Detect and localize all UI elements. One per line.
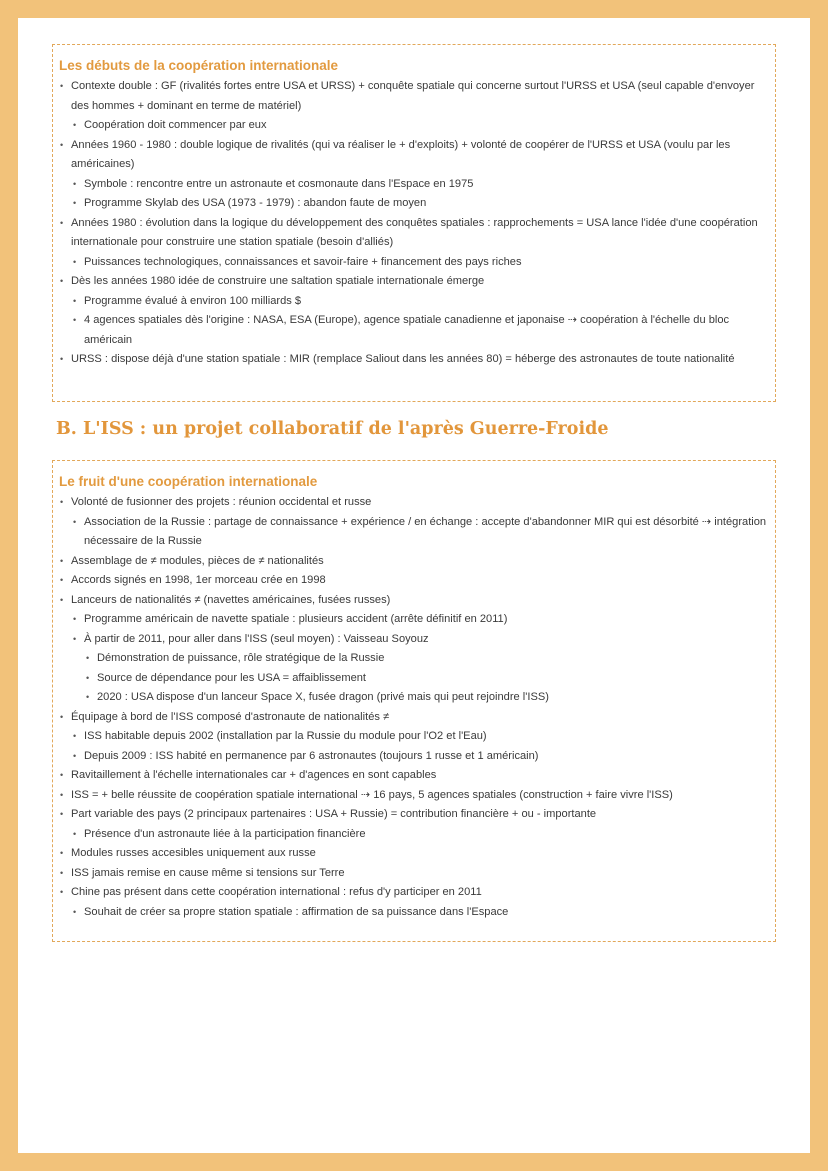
list-item: • Présence d'un astronaute liée à la participation financière (84, 825, 767, 845)
list-item: • Programme évalué à environ 100 milliards $ (84, 292, 767, 312)
list-item: • ISS habitable depuis 2002 (installation par la Russie du module pour l'O2 et l'Eau) (84, 727, 767, 747)
list-item: • Association de la Russie : partage de connaissance + expérience / en échange : accepte d'abandonner MIR qui est désorbité ⇢ intégration nécessaire de la Russie (84, 513, 767, 552)
list-item: • Années 1980 : évolution dans la logique du développement des conquêtes spatiales : rapprochements = USA lance l'idée d'une coopération internationale pour construire une station spatiale (besoin d'alliés) (71, 214, 767, 253)
box-title: Les débuts de la coopération internationale (59, 58, 339, 73)
box-title: Le fruit d'une coopération internationale (59, 474, 318, 489)
list-item: • Puissances technologiques, connaissances et savoir-faire + financement des pays riches (84, 253, 767, 273)
list-item: • Ravitaillement à l'échelle internationales car + d'agences en sont capables (71, 766, 767, 786)
list-item: • Programme américain de navette spatiale : plusieurs accident (arrête définitif en 2011) (84, 610, 767, 630)
list-item: • Programme Skylab des USA (1973 - 1979) : abandon faute de moyen (84, 194, 767, 214)
notes-box-international-cooperation (52, 460, 776, 942)
list-item: • Accords signés en 1998, 1er morceau crée en 1998 (71, 571, 767, 591)
notes-box-cooperation-beginnings (52, 44, 776, 402)
list-item: • Coopération doit commencer par eux (84, 116, 767, 136)
list-item: • ISS jamais remise en cause même si tensions sur Terre (71, 864, 767, 884)
list-item: • Modules russes accesibles uniquement aux russe (71, 844, 767, 864)
list-item: • Équipage à bord de l'ISS composé d'astronaute de nationalités ≠ (71, 708, 767, 728)
list-item: • Symbole : rencontre entre un astronaute et cosmonaute dans l'Espace en 1975 (84, 175, 767, 195)
list-item: • Souhait de créer sa propre station spatiale : affirmation de sa puissance dans l'Espace (84, 903, 767, 923)
list-item: • Volonté de fusionner des projets : réunion occidental et russe (71, 493, 767, 513)
list-item: • Source de dépendance pour les USA = affaiblissement (97, 669, 767, 689)
notes-list (59, 493, 767, 922)
list-item: • Chine pas présent dans cette coopération international : refus d'y participer en 2011 (71, 883, 767, 903)
page (18, 18, 810, 1153)
notes-list (59, 77, 767, 370)
list-item: • À partir de 2011, pour aller dans l'ISS (seul moyen) : Vaisseau Soyouz (84, 630, 767, 650)
section-heading: B. L'ISS : un projet collaboratif de l'après Guerre-Froide (56, 419, 609, 439)
list-item: • Part variable des pays (2 principaux partenaires : USA + Russie) = contribution financière + ou - importante (71, 805, 767, 825)
list-item: • Depuis 2009 : ISS habité en permanence par 6 astronautes (toujours 1 russe et 1 américain) (84, 747, 767, 767)
list-item: • Lanceurs de nationalités ≠ (navettes américaines, fusées russes) (71, 591, 767, 611)
list-item: • Démonstration de puissance, rôle stratégique de la Russie (97, 649, 767, 669)
list-item: • Dès les années 1980 idée de construire une saltation spatiale internationale émerge (71, 272, 767, 292)
list-item: • 2020 : USA dispose d'un lanceur Space X, fusée dragon (privé mais qui peut rejoindre l'ISS) (97, 688, 767, 708)
list-item: • ISS = + belle réussite de coopération spatiale international ⇢ 16 pays, 5 agences spatiales (construction + faire vivre l'ISS) (71, 786, 767, 806)
list-item: • 4 agences spatiales dès l'origine : NASA, ESA (Europe), agence spatiale canadienne et japonaise ⇢ coopération à l'échelle du bloc américain (84, 311, 767, 350)
list-item: • Contexte double : GF (rivalités fortes entre USA et URSS) + conquête spatiale qui concerne surtout l'URSS et USA (seul capable d'envoyer des hommes + dominant en terme de matériel) (71, 77, 767, 116)
list-item: • URSS : dispose déjà d'une station spatiale : MIR (remplace Saliout dans les années 80) = héberge des astronautes de toute nationalité (71, 350, 767, 370)
list-item: • Années 1960 - 1980 : double logique de rivalités (qui va réaliser le + d'exploits) + volonté de coopérer de l'URSS et USA (voulu par les américaines) (71, 136, 767, 175)
list-item: • Assemblage de ≠ modules, pièces de ≠ nationalités (71, 552, 767, 572)
